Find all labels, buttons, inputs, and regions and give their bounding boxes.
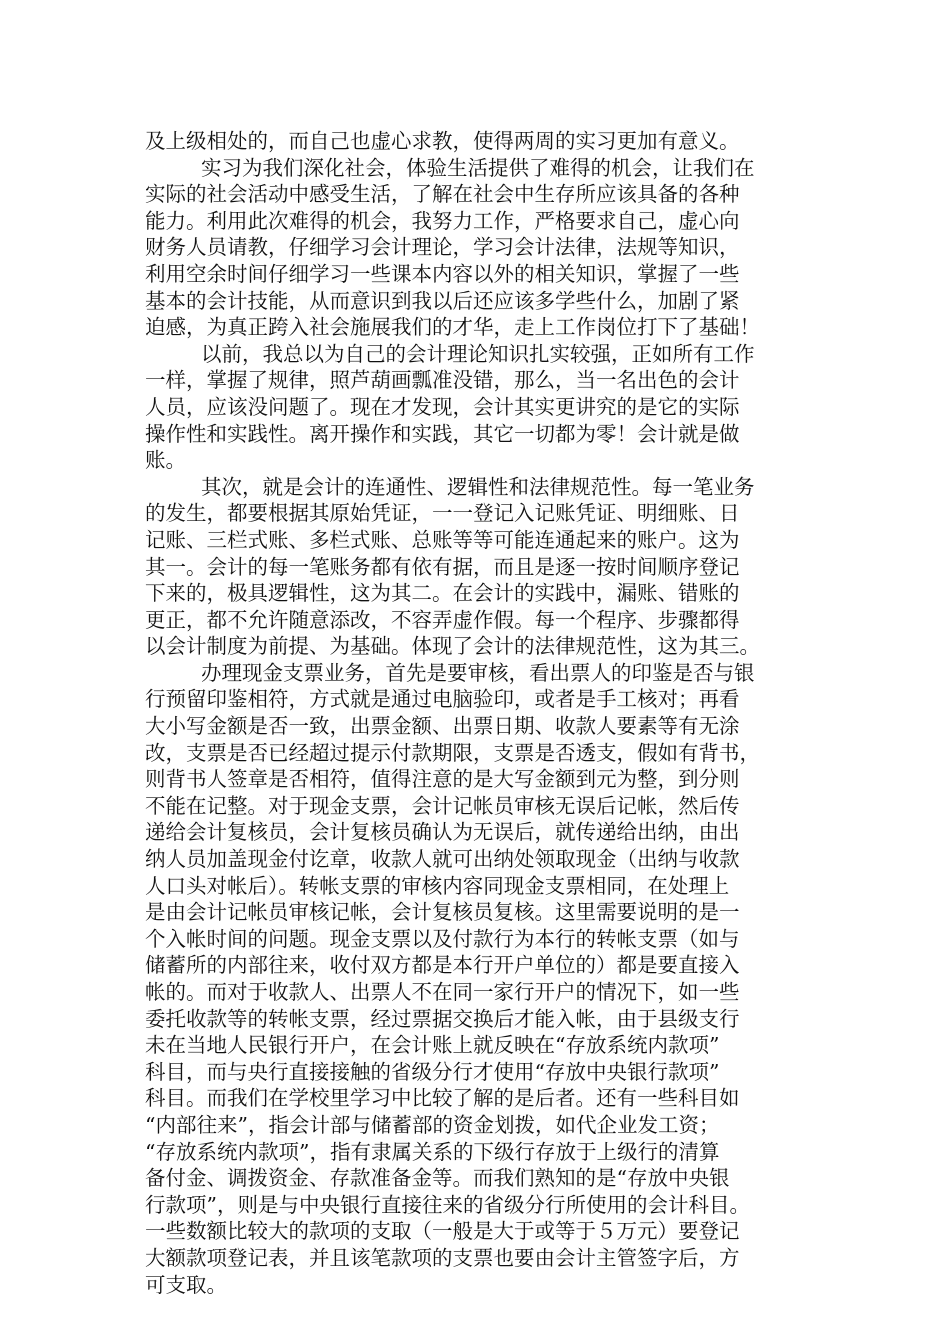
text-line: 以会计制度为前提、为基础。体现了会计的法律规范性，这为其三。 (145, 634, 760, 659)
text-line: 迫感，为真正跨入社会施展我们的才华，走上工作岗位打下了基础！ (145, 315, 760, 340)
text-line: 操作性和实践性。离开操作和实践，其它一切都为零！会计就是做 (145, 421, 740, 446)
text-line: 实际的社会活动中感受生活，了解在社会中生存所应该具备的各种 (145, 182, 740, 207)
text-line: 的发生，都要根据其原始凭证，一一登记入记账凭证、明细账、日 (145, 501, 740, 526)
text-line: 行款项”，则是与中央银行直接往来的省级分行所使用的会计科目。 (145, 1192, 750, 1217)
text-line: 储蓄所的内部往来，收付双方都是本行开户单位的）都是要直接入 (145, 953, 740, 978)
text-line: 财务人员请教，仔细学习会计理论，学习会计法律，法规等知识， (145, 235, 740, 260)
text-line: 递给会计复核员，会计复核员确认为无误后，就传递给出纳，由出 (145, 820, 740, 845)
text-line: 记账、三栏式账、多栏式账、总账等等可能连通起来的账户。这为 (145, 527, 740, 552)
text-line: 利用空余时间仔细学习一些课本内容以外的相关知识，掌握了一些 (145, 261, 740, 286)
text-line: 不能在记整。对于现金支票，会计记帐员审核无误后记帐，然后传 (145, 793, 740, 818)
paragraph-first-line: 实习为我们深化社会，体验生活提供了难得的机会，让我们在 (201, 155, 755, 180)
text-line: 个入帐时间的问题。现金支票以及付款行为本行的转帐支票（如与 (145, 926, 740, 951)
text-line: “内部往来”，指会计部与储蓄部的资金划拨，如代企业发工资； (145, 1112, 720, 1137)
text-line: 能力。利用此次难得的机会，我努力工作，严格要求自己，虚心向 (145, 208, 740, 233)
text-line: 改，支票是否已经超过提示付款期限，支票是否透支，假如有背书， (145, 740, 760, 765)
text-line: 更正，都不允许随意添改，不容弄虚作假。每一个程序、步骤都得 (145, 607, 740, 632)
text-line: “存放系统内款项”，指有隶属关系的下级行存放于上级行的清算 (145, 1139, 720, 1164)
text-line: 备付金、调拨资金、存款准备金等。而我们熟知的是“存放中央银 (145, 1166, 730, 1191)
text-line: 及上级相处的，而自己也虚心求教，使得两周的实习更加有意义。 (145, 129, 740, 153)
text-line: 一样，掌握了规律，照芦葫画瓢准没错，那么，当一名出色的会计 (145, 368, 740, 393)
text-line: 科目。而我们在学校里学习中比较了解的是后者。还有一些科目如 (145, 1086, 740, 1111)
paragraph-first-line: 其次，就是会计的连通性、逻辑性和法律规范性。每一笔业务 (201, 474, 755, 499)
text-line: 大额款项登记表，并且该笔款项的支票也要由会计主管签字后，方 (145, 1245, 740, 1270)
text-line: 未在当地人民银行开户，在会计账上就反映在“存放系统内款项” (145, 1033, 720, 1058)
text-line: 可支取。 (145, 1272, 227, 1297)
text-line: 人员，应该没问题了。现在才发现，会计其实更讲究的是它的实际 (145, 394, 740, 419)
paragraph-first-line: 以前，我总以为自己的会计理论知识扎实较强，正如所有工作 (201, 341, 755, 366)
text-line: 人口头对帐后）。转帐支票的审核内容同现金支票相同，在处理上 (145, 873, 730, 898)
text-line: 则背书人签章是否相符，值得注意的是大写金额到元为整，到分则 (145, 767, 740, 792)
text-line: 其一。会计的每一笔账务都有依有据，而且是逐一按时间顺序登记 (145, 554, 740, 579)
text-line: 委托收款等的转帐支票，经过票据交换后才能入帐，由于县级支行 (145, 1006, 740, 1031)
text-line: 大小写金额是否一致，出票金额、出票日期、收款人要素等有无涂 (145, 714, 740, 739)
text-line: 一些数额比较大的款项的支取（一般是大于或等于５万元）要登记 (145, 1219, 740, 1244)
text-line: 帐的。而对于收款人、出票人不在同一家行开户的情况下，如一些 (145, 980, 740, 1004)
text-line: 下来的，极具逻辑性，这为其二。在会计的实践中，漏账、错账的 (145, 581, 740, 606)
document-page (145, 128, 813, 1298)
paragraph-first-line: 办理现金支票业务，首先是要审核，看出票人的印鉴是否与银 (201, 660, 755, 685)
text-line: 是由会计记帐员审核记帐，会计复核员复核。这里需要说明的是一 (145, 900, 740, 925)
text-line: 基本的会计技能，从而意识到我以后还应该多学些什么，加剧了紧 (145, 288, 740, 313)
text-line: 纳人员加盖现金付讫章，收款人就可出纳处领取现金（出纳与收款 (145, 847, 740, 872)
text-line: 行预留印鉴相符，方式就是通过电脑验印，或者是手工核对；再看 (145, 687, 740, 712)
text-line: 账。 (145, 448, 186, 473)
text-line: 科目，而与央行直接接触的省级分行才使用“存放中央银行款项” (145, 1059, 720, 1084)
